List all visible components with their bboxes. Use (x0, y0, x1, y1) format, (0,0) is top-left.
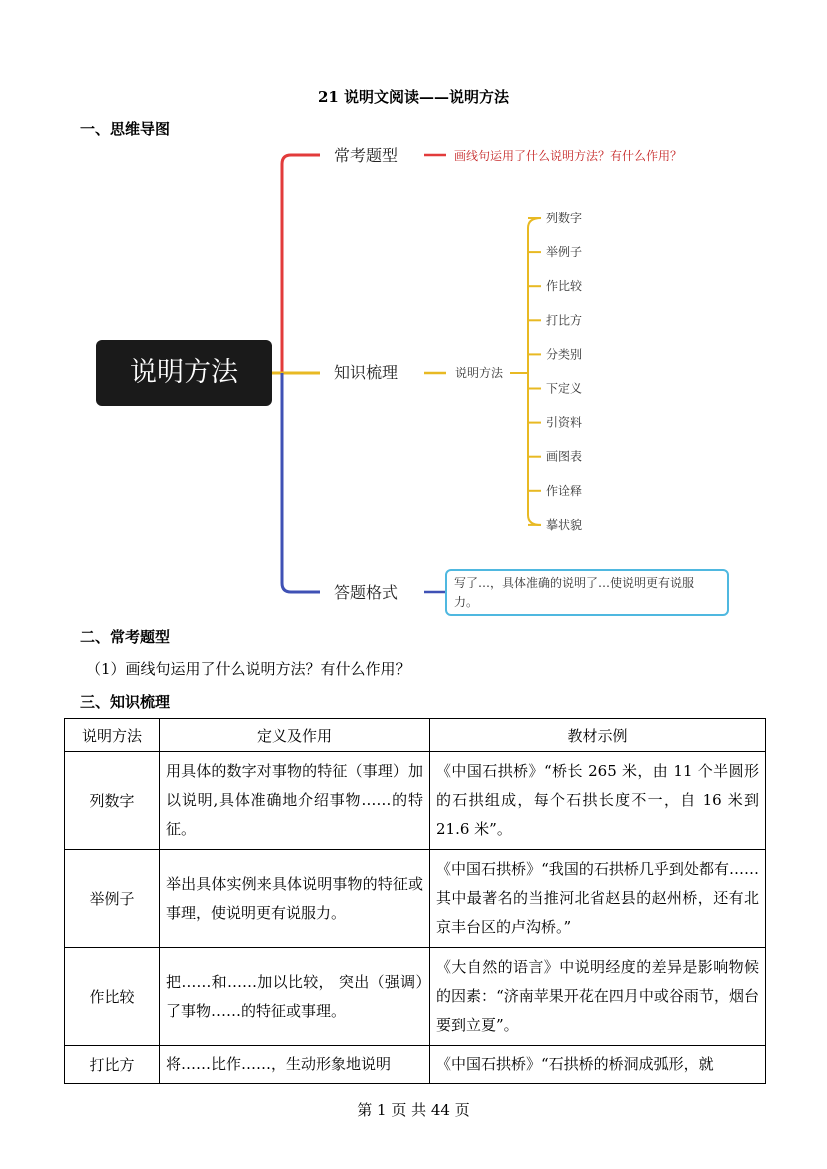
cell-definition: 把……和……加以比较， 突出（强调）了事物……的特征或事理。 (160, 948, 430, 1046)
mindmap-method-10: 摹状貌 (546, 517, 583, 532)
cell-method: 举例子 (65, 850, 160, 948)
page-title: 21 说明文阅读——说明方法 (317, 88, 510, 106)
cell-definition: 用具体的数字对事物的特征（事理）加以说明,具体准确地介绍事物……的特征。 (160, 752, 430, 850)
cell-example: 《中国石拱桥》“我国的石拱桥几乎到处都有……其中最著名的当推河北省赵县的赵州桥，还有北京丰台区的卢沟桥。” (430, 850, 766, 948)
cell-definition: 举出具体实例来具体说明事物的特征或事理，使说明更有说服力。 (160, 850, 430, 948)
section-heading-knowledge: 三、知识梳理 (80, 693, 171, 711)
header-definition: 定义及作用 (160, 719, 430, 752)
mindmap-branch-frequent-types: 常考题型 (334, 146, 399, 165)
question-1: （1）画线句运用了什么说明方法？有什么作用？ (86, 660, 411, 678)
cell-example: 《中国石拱桥》“桥长 265 米，由 11 个半圆形的石拱组成，每个石拱长度不一，自 16 米到 21.6 米”。 (430, 752, 766, 850)
mindmap-method-4: 打比方 (546, 313, 583, 328)
cell-example: 《大自然的语言》中说明经度的差异是影响物候的因素：“济南苹果开花在四月中或谷雨节，烟台要到立夏”。 (430, 948, 766, 1046)
table-row (65, 850, 766, 948)
table-row (65, 1046, 766, 1084)
mindmap-branch-line-red (272, 155, 320, 373)
mindmap-method-7: 引资料 (546, 415, 583, 430)
mindmap-method-3: 作比较 (546, 279, 583, 294)
mindmap-answer-line1: 写了…，具体准确的说明了…使说明更有说服 (454, 576, 695, 590)
mindmap-root-label: 说明方法 (130, 357, 238, 388)
mindmap-methods-bracket (528, 218, 541, 525)
mindmap-method-5: 分类别 (546, 347, 583, 362)
mindmap-answer-line2: 力。 (454, 595, 479, 609)
mind-map (0, 130, 827, 620)
table-row (65, 752, 766, 850)
mindmap-branch-answer-format: 答题格式 (334, 583, 399, 602)
cell-example: 《中国石拱桥》“石拱桥的桥洞成弧形，就 (430, 1046, 766, 1084)
header-example: 教材示例 (430, 719, 766, 752)
page-footer: 第 1 页 共 44 页 (357, 1101, 470, 1119)
mindmap-method-8: 画图表 (546, 449, 583, 464)
mindmap-branch-knowledge: 知识梳理 (334, 363, 399, 382)
mindmap-method-9: 作诠释 (546, 483, 583, 498)
cell-method: 作比较 (65, 948, 160, 1046)
cell-definition: 将……比作……，生动形象地说明 (160, 1046, 430, 1084)
section-heading-frequent: 二、常考题型 (80, 628, 171, 646)
table-header-row (65, 719, 766, 752)
mindmap-mid-methods: 说明方法 (455, 366, 504, 380)
knowledge-table (64, 718, 766, 1084)
mindmap-branch-line-blue (282, 373, 320, 592)
cell-method: 打比方 (65, 1046, 160, 1084)
mindmap-leaf-question: 画线句运用了什么说明方法？有什么作用？ (454, 149, 683, 163)
header-method: 说明方法 (65, 719, 160, 752)
table-row (65, 948, 766, 1046)
cell-method: 列数字 (65, 752, 160, 850)
mindmap-method-1: 列数字 (546, 211, 583, 225)
mindmap-method-6: 下定义 (546, 381, 583, 396)
section-heading-mindmap: 一、思维导图 (80, 120, 171, 138)
mindmap-method-2: 举例子 (546, 245, 583, 260)
